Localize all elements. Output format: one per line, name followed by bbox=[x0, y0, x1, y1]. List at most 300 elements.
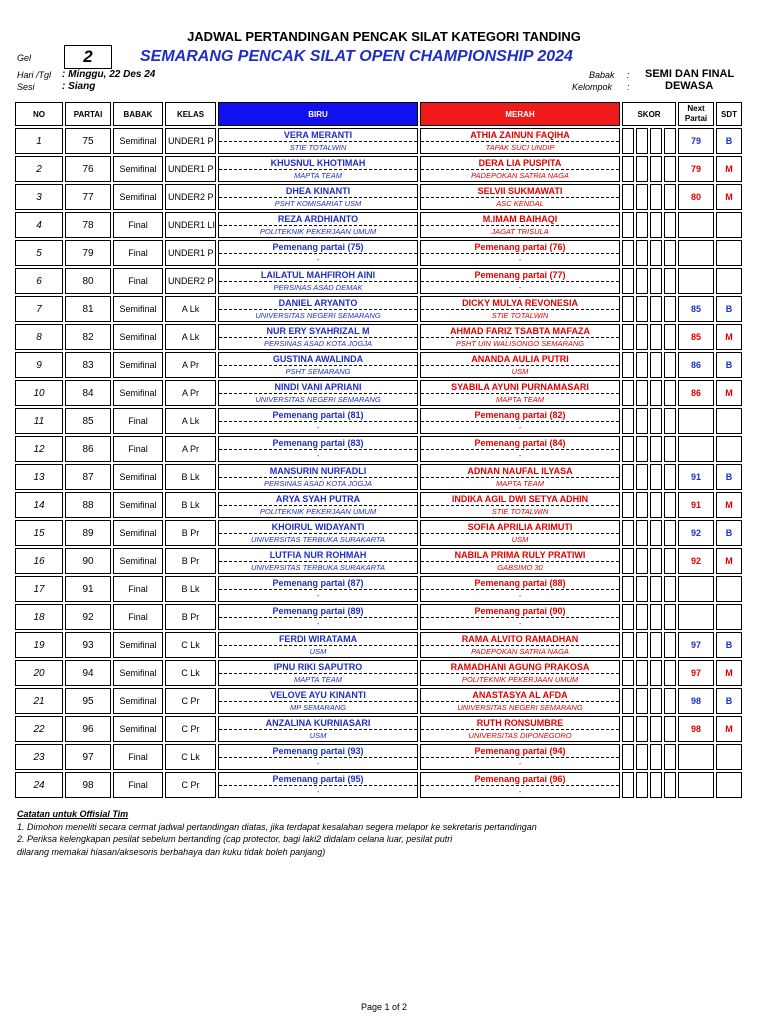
cell-biru bbox=[218, 548, 418, 574]
merah-fighter-name: SOFIA APRILIA ARIMUTI bbox=[421, 521, 619, 534]
cell-no: 12 bbox=[15, 436, 63, 462]
cell-biru bbox=[218, 184, 418, 210]
table-row bbox=[15, 604, 742, 630]
event-subtitle: SEMARANG PENCAK SILAT OPEN CHAMPIONSHIP 2024 bbox=[140, 48, 573, 65]
biru-fighter-club: UNIVERSITAS TERBUKA SURAKARTA bbox=[251, 535, 385, 544]
cell-skor-2 bbox=[636, 156, 648, 182]
cell-biru bbox=[218, 408, 418, 434]
cell-kelas: A Lk bbox=[165, 408, 216, 434]
merah-fighter-club: PSHT UIN WALISONGO SEMARANG bbox=[455, 339, 585, 348]
table-row bbox=[15, 408, 742, 434]
cell-merah bbox=[420, 128, 620, 154]
merah-fighter-name: SYABILA AYUNI PURNAMASARI bbox=[421, 381, 619, 394]
cell-no: 19 bbox=[15, 632, 63, 658]
biru-fighter-name: Pemenang partai (83) bbox=[219, 437, 417, 450]
cell-partai: 81 bbox=[65, 296, 111, 322]
cell-skor-4 bbox=[664, 492, 676, 518]
cell-no: 9 bbox=[15, 352, 63, 378]
table-row bbox=[15, 128, 742, 154]
cell-babak: Final bbox=[113, 744, 163, 770]
merah-fighter-club: - bbox=[518, 255, 522, 264]
cell-skor-2 bbox=[636, 240, 648, 266]
merah-fighter-club: STIE TOTALWIN bbox=[491, 311, 549, 320]
col-kelas: KELAS bbox=[165, 102, 216, 126]
cell-kelas: A Lk bbox=[165, 296, 216, 322]
cell-skor-3 bbox=[650, 576, 662, 602]
cell-skor-3 bbox=[650, 548, 662, 574]
cell-skor-1 bbox=[622, 296, 634, 322]
cell-merah bbox=[420, 464, 620, 490]
cell-sdt: M bbox=[716, 660, 742, 686]
merah-fighter-name: NABILA PRIMA RULY PRATIWI bbox=[421, 549, 619, 562]
cell-skor-3 bbox=[650, 240, 662, 266]
biru-fighter-name: GUSTINA AWALINDA bbox=[219, 353, 417, 366]
cell-babak: Final bbox=[113, 604, 163, 630]
table-row bbox=[15, 324, 742, 350]
merah-fighter-club: USM bbox=[511, 367, 529, 376]
biru-fighter-name: DANIEL ARYANTO bbox=[219, 297, 417, 310]
cell-skor-1 bbox=[622, 352, 634, 378]
cell-biru bbox=[218, 772, 418, 798]
cell-skor-1 bbox=[622, 660, 634, 686]
cell-partai: 86 bbox=[65, 436, 111, 462]
merah-fighter-name: DICKY MULYA REVONESIA bbox=[421, 297, 619, 310]
cell-babak: Final bbox=[113, 240, 163, 266]
cell-skor-3 bbox=[650, 464, 662, 490]
cell-biru bbox=[218, 660, 418, 686]
cell-skor-4 bbox=[664, 576, 676, 602]
cell-kelas: A Lk bbox=[165, 324, 216, 350]
cell-next-partai: 98 bbox=[678, 688, 714, 714]
cell-skor-3 bbox=[650, 380, 662, 406]
cell-kelas: B Lk bbox=[165, 464, 216, 490]
biru-fighter-name: MANSURIN NURFADLI bbox=[219, 465, 417, 478]
cell-skor-2 bbox=[636, 716, 648, 742]
cell-next-partai: 86 bbox=[678, 380, 714, 406]
biru-fighter-name: REZA ARDHIANTO bbox=[219, 213, 417, 226]
biru-fighter-club: UNIVERSITAS TERBUKA SURAKARTA bbox=[251, 563, 385, 572]
cell-partai: 82 bbox=[65, 324, 111, 350]
cell-no: 24 bbox=[15, 772, 63, 798]
cell-sdt bbox=[716, 212, 742, 238]
cell-skor-4 bbox=[664, 352, 676, 378]
cell-partai: 92 bbox=[65, 604, 111, 630]
cell-biru bbox=[218, 436, 418, 462]
cell-babak: Semifinal bbox=[113, 128, 163, 154]
cell-sdt bbox=[716, 240, 742, 266]
cell-no: 18 bbox=[15, 604, 63, 630]
biru-fighter-name: Pemenang partai (93) bbox=[219, 745, 417, 758]
cell-sdt: B bbox=[716, 296, 742, 322]
biru-fighter-name: NINDI VANI APRIANI bbox=[219, 381, 417, 394]
cell-skor-3 bbox=[650, 296, 662, 322]
biru-fighter-club: MP SEMARANG bbox=[290, 703, 346, 712]
cell-next-partai: 79 bbox=[678, 156, 714, 182]
cell-partai: 95 bbox=[65, 688, 111, 714]
cell-skor-2 bbox=[636, 324, 648, 350]
cell-babak: Semifinal bbox=[113, 380, 163, 406]
cell-skor-2 bbox=[636, 380, 648, 406]
cell-skor-1 bbox=[622, 212, 634, 238]
biru-fighter-club: STIE TOTALWIN bbox=[289, 143, 347, 152]
cell-next-partai: 92 bbox=[678, 520, 714, 546]
merah-fighter-club: - bbox=[518, 283, 522, 292]
cell-partai: 87 bbox=[65, 464, 111, 490]
cell-next-partai bbox=[678, 604, 714, 630]
cell-next-partai: 97 bbox=[678, 632, 714, 658]
table-row bbox=[15, 744, 742, 770]
cell-skor-1 bbox=[622, 268, 634, 294]
cell-merah bbox=[420, 212, 620, 238]
table-row bbox=[15, 492, 742, 518]
merah-fighter-name: Pemenang partai (90) bbox=[421, 605, 619, 618]
cell-babak: Semifinal bbox=[113, 296, 163, 322]
merah-fighter-name: AHMAD FARIZ TSABTA MAFAZA bbox=[421, 325, 619, 338]
cell-skor-3 bbox=[650, 492, 662, 518]
table-row bbox=[15, 184, 742, 210]
cell-partai: 83 bbox=[65, 352, 111, 378]
cell-skor-4 bbox=[664, 744, 676, 770]
cell-babak: Semifinal bbox=[113, 464, 163, 490]
cell-skor-2 bbox=[636, 184, 648, 210]
cell-kelas: B Lk bbox=[165, 492, 216, 518]
hari-value: : Minggu, 22 Des 24 bbox=[62, 69, 156, 80]
cell-partai: 97 bbox=[65, 744, 111, 770]
cell-no: 14 bbox=[15, 492, 63, 518]
cell-skor-2 bbox=[636, 128, 648, 154]
cell-no: 21 bbox=[15, 688, 63, 714]
cell-next-partai: 79 bbox=[678, 128, 714, 154]
biru-fighter-name: Pemenang partai (95) bbox=[219, 773, 417, 786]
cell-babak: Final bbox=[113, 408, 163, 434]
cell-kelas: C Pr bbox=[165, 716, 216, 742]
cell-skor-1 bbox=[622, 324, 634, 350]
cell-skor-2 bbox=[636, 212, 648, 238]
cell-skor-1 bbox=[622, 744, 634, 770]
cell-skor-1 bbox=[622, 408, 634, 434]
cell-no: 16 bbox=[15, 548, 63, 574]
cell-skor-2 bbox=[636, 660, 648, 686]
cell-merah bbox=[420, 240, 620, 266]
cell-kelas: C Pr bbox=[165, 772, 216, 798]
biru-fighter-club: - bbox=[316, 591, 320, 600]
biru-fighter-name: Pemenang partai (89) bbox=[219, 605, 417, 618]
biru-fighter-club: UNIVERSITAS NEGERI SEMARANG bbox=[255, 311, 381, 320]
cell-partai: 96 bbox=[65, 716, 111, 742]
cell-skor-4 bbox=[664, 464, 676, 490]
cell-no: 7 bbox=[15, 296, 63, 322]
cell-skor-4 bbox=[664, 156, 676, 182]
biru-fighter-name: Pemenang partai (75) bbox=[219, 241, 417, 254]
cell-babak: Semifinal bbox=[113, 520, 163, 546]
merah-fighter-name: RAMADHANI AGUNG PRAKOSA bbox=[421, 661, 619, 674]
table-row bbox=[15, 296, 742, 322]
cell-sdt: M bbox=[716, 380, 742, 406]
biru-fighter-club: - bbox=[316, 423, 320, 432]
cell-partai: 80 bbox=[65, 268, 111, 294]
merah-fighter-club: USM bbox=[511, 535, 529, 544]
cell-sdt bbox=[716, 604, 742, 630]
cell-biru bbox=[218, 324, 418, 350]
cell-no: 1 bbox=[15, 128, 63, 154]
schedule-table bbox=[13, 100, 744, 800]
col-skor: SKOR bbox=[622, 102, 676, 126]
cell-skor-3 bbox=[650, 744, 662, 770]
cell-skor-4 bbox=[664, 324, 676, 350]
biru-fighter-club: PERSINAS ASAD KOTA JOGJA bbox=[263, 339, 373, 348]
cell-sdt: B bbox=[716, 464, 742, 490]
cell-sdt: B bbox=[716, 352, 742, 378]
cell-merah bbox=[420, 156, 620, 182]
cell-skor-2 bbox=[636, 548, 648, 574]
merah-fighter-name: RUTH RONSUMBRE bbox=[421, 717, 619, 730]
cell-skor-2 bbox=[636, 688, 648, 714]
cell-skor-3 bbox=[650, 660, 662, 686]
col-sdt: SDT bbox=[716, 102, 742, 126]
cell-skor-2 bbox=[636, 604, 648, 630]
table-row bbox=[15, 240, 742, 266]
cell-biru bbox=[218, 212, 418, 238]
cell-merah bbox=[420, 520, 620, 546]
cell-biru bbox=[218, 464, 418, 490]
cell-skor-3 bbox=[650, 604, 662, 630]
cell-skor-1 bbox=[622, 156, 634, 182]
merah-fighter-name: ATHIA ZAINUN FAQIHA bbox=[421, 129, 619, 142]
cell-skor-1 bbox=[622, 604, 634, 630]
biru-fighter-club: USM bbox=[309, 731, 327, 740]
merah-fighter-club: PADEPOKAN SATRIA NAGA bbox=[471, 647, 569, 656]
cell-next-partai: 97 bbox=[678, 660, 714, 686]
table-row bbox=[15, 772, 742, 798]
cell-no: 4 bbox=[15, 212, 63, 238]
cell-skor-4 bbox=[664, 772, 676, 798]
cell-partai: 91 bbox=[65, 576, 111, 602]
cell-merah bbox=[420, 184, 620, 210]
cell-no: 6 bbox=[15, 268, 63, 294]
table-row bbox=[15, 380, 742, 406]
merah-fighter-club: ASC KENDAL bbox=[496, 199, 544, 208]
kelompok-label: Kelompok bbox=[572, 82, 613, 92]
cell-kelas: C Pr bbox=[165, 688, 216, 714]
cell-kelas: UNDER2 P bbox=[165, 184, 216, 210]
cell-no: 10 bbox=[15, 380, 63, 406]
cell-biru bbox=[218, 688, 418, 714]
cell-skor-2 bbox=[636, 772, 648, 798]
cell-sdt bbox=[716, 576, 742, 602]
table-row bbox=[15, 352, 742, 378]
biru-fighter-club: PERSINAS ASAD DEMAK bbox=[273, 283, 363, 292]
biru-fighter-name: IPNU RIKI SAPUTRO bbox=[219, 661, 417, 674]
cell-merah bbox=[420, 436, 620, 462]
notes-line-3: dilarang memakai hiasan/aksesoris berbahaya dan kuku tidak boleh panjang) bbox=[17, 846, 326, 857]
babak-value: SEMI DAN FINAL bbox=[645, 68, 735, 80]
merah-fighter-name: Pemenang partai (88) bbox=[421, 577, 619, 590]
cell-skor-1 bbox=[622, 688, 634, 714]
cell-skor-4 bbox=[664, 716, 676, 742]
cell-skor-2 bbox=[636, 408, 648, 434]
gel-label: Gel bbox=[17, 53, 32, 63]
cell-skor-3 bbox=[650, 128, 662, 154]
cell-biru bbox=[218, 296, 418, 322]
cell-kelas: A Pr bbox=[165, 380, 216, 406]
cell-skor-4 bbox=[664, 632, 676, 658]
cell-next-partai: 91 bbox=[678, 464, 714, 490]
cell-next-partai: 98 bbox=[678, 716, 714, 742]
cell-merah bbox=[420, 408, 620, 434]
cell-merah bbox=[420, 660, 620, 686]
cell-partai: 76 bbox=[65, 156, 111, 182]
biru-fighter-club: PSHT SEMARANG bbox=[285, 367, 351, 376]
cell-biru bbox=[218, 520, 418, 546]
babak-colon: : bbox=[627, 70, 630, 80]
cell-biru bbox=[218, 128, 418, 154]
cell-skor-4 bbox=[664, 520, 676, 546]
cell-biru bbox=[218, 268, 418, 294]
biru-fighter-name: LUTFIA NUR ROHMAH bbox=[219, 549, 417, 562]
table-row bbox=[15, 520, 742, 546]
cell-kelas: UNDER2 P bbox=[165, 268, 216, 294]
cell-next-partai: 92 bbox=[678, 548, 714, 574]
cell-kelas: UNDER1 P bbox=[165, 240, 216, 266]
cell-merah bbox=[420, 492, 620, 518]
cell-merah bbox=[420, 576, 620, 602]
cell-biru bbox=[218, 156, 418, 182]
merah-fighter-name: Pemenang partai (82) bbox=[421, 409, 619, 422]
merah-fighter-club: JAGAT TRISULA bbox=[491, 227, 549, 236]
cell-next-partai bbox=[678, 408, 714, 434]
cell-biru bbox=[218, 352, 418, 378]
cell-skor-2 bbox=[636, 352, 648, 378]
table-row bbox=[15, 156, 742, 182]
cell-skor-2 bbox=[636, 632, 648, 658]
cell-skor-4 bbox=[664, 436, 676, 462]
merah-fighter-club: - bbox=[518, 591, 522, 600]
col-babak: BABAK bbox=[113, 102, 163, 126]
cell-merah bbox=[420, 688, 620, 714]
cell-skor-4 bbox=[664, 380, 676, 406]
cell-next-partai bbox=[678, 772, 714, 798]
cell-skor-3 bbox=[650, 156, 662, 182]
table-row bbox=[15, 548, 742, 574]
cell-partai: 79 bbox=[65, 240, 111, 266]
cell-kelas: A Pr bbox=[165, 352, 216, 378]
cell-sdt bbox=[716, 268, 742, 294]
merah-fighter-club: UNIVERSITAS NEGERI SEMARANG bbox=[457, 703, 583, 712]
merah-fighter-club: - bbox=[518, 451, 522, 460]
cell-kelas: A Pr bbox=[165, 436, 216, 462]
merah-fighter-name: Pemenang partai (84) bbox=[421, 437, 619, 450]
cell-skor-3 bbox=[650, 352, 662, 378]
merah-fighter-name: Pemenang partai (96) bbox=[421, 773, 619, 786]
notes-line-2: 2. Periksa kelengkapan pesilat sebelum bertanding (cap protector, bagi laki2 didalam celana luar, pesilat putri bbox=[17, 834, 453, 844]
cell-skor-2 bbox=[636, 464, 648, 490]
merah-fighter-name: ANANDA AULIA PUTRI bbox=[421, 353, 619, 366]
cell-skor-1 bbox=[622, 240, 634, 266]
cell-skor-1 bbox=[622, 576, 634, 602]
cell-skor-2 bbox=[636, 268, 648, 294]
biru-fighter-club: - bbox=[316, 759, 320, 768]
cell-next-partai: 86 bbox=[678, 352, 714, 378]
cell-skor-1 bbox=[622, 128, 634, 154]
biru-fighter-club: - bbox=[316, 451, 320, 460]
cell-sdt: M bbox=[716, 548, 742, 574]
cell-skor-1 bbox=[622, 632, 634, 658]
cell-babak: Final bbox=[113, 576, 163, 602]
cell-skor-1 bbox=[622, 520, 634, 546]
cell-skor-4 bbox=[664, 296, 676, 322]
cell-partai: 84 bbox=[65, 380, 111, 406]
cell-sdt: M bbox=[716, 716, 742, 742]
gel-value: 2 bbox=[64, 45, 112, 69]
cell-babak: Semifinal bbox=[113, 688, 163, 714]
cell-babak: Final bbox=[113, 436, 163, 462]
merah-fighter-club: MAPTA TEAM bbox=[496, 479, 544, 488]
biru-fighter-club: - bbox=[316, 255, 320, 264]
table-row bbox=[15, 660, 742, 686]
cell-biru bbox=[218, 380, 418, 406]
biru-fighter-club: MAPTA TEAM bbox=[294, 171, 342, 180]
cell-skor-2 bbox=[636, 436, 648, 462]
kelompok-value: DEWASA bbox=[665, 80, 714, 92]
cell-sdt bbox=[716, 408, 742, 434]
cell-merah bbox=[420, 744, 620, 770]
cell-no: 23 bbox=[15, 744, 63, 770]
cell-next-partai bbox=[678, 240, 714, 266]
cell-biru bbox=[218, 492, 418, 518]
cell-sdt: M bbox=[716, 324, 742, 350]
merah-fighter-club: - bbox=[518, 787, 522, 796]
cell-skor-1 bbox=[622, 772, 634, 798]
cell-skor-3 bbox=[650, 632, 662, 658]
cell-babak: Semifinal bbox=[113, 548, 163, 574]
cell-skor-4 bbox=[664, 604, 676, 630]
biru-fighter-name: Pemenang partai (87) bbox=[219, 577, 417, 590]
hari-label: Hari /Tgl bbox=[17, 70, 52, 80]
col-merah: MERAH bbox=[420, 102, 620, 126]
biru-fighter-club: UNIVERSITAS NEGERI SEMARANG bbox=[255, 395, 381, 404]
table-row bbox=[15, 632, 742, 658]
cell-skor-3 bbox=[650, 324, 662, 350]
cell-merah bbox=[420, 548, 620, 574]
table-row bbox=[15, 464, 742, 490]
merah-fighter-name: Pemenang partai (77) bbox=[421, 269, 619, 282]
cell-kelas: C Lk bbox=[165, 744, 216, 770]
cell-skor-3 bbox=[650, 184, 662, 210]
cell-partai: 78 bbox=[65, 212, 111, 238]
merah-fighter-name: SELVII SUKMAWATI bbox=[421, 185, 619, 198]
cell-kelas: C Lk bbox=[165, 632, 216, 658]
kelompok-colon: : bbox=[627, 82, 630, 92]
cell-babak: Semifinal bbox=[113, 156, 163, 182]
cell-sdt: B bbox=[716, 520, 742, 546]
cell-skor-4 bbox=[664, 660, 676, 686]
cell-merah bbox=[420, 324, 620, 350]
table-row bbox=[15, 688, 742, 714]
cell-merah bbox=[420, 296, 620, 322]
cell-skor-4 bbox=[664, 408, 676, 434]
cell-no: 17 bbox=[15, 576, 63, 602]
cell-babak: Semifinal bbox=[113, 184, 163, 210]
cell-skor-3 bbox=[650, 268, 662, 294]
cell-next-partai: 85 bbox=[678, 296, 714, 322]
table-header-row bbox=[15, 102, 742, 126]
cell-kelas: B Pr bbox=[165, 604, 216, 630]
biru-fighter-club: - bbox=[316, 619, 320, 628]
biru-fighter-name: VERA MERANTI bbox=[219, 129, 417, 142]
biru-fighter-name: ARYA SYAH PUTRA bbox=[219, 493, 417, 506]
cell-partai: 88 bbox=[65, 492, 111, 518]
cell-babak: Final bbox=[113, 212, 163, 238]
